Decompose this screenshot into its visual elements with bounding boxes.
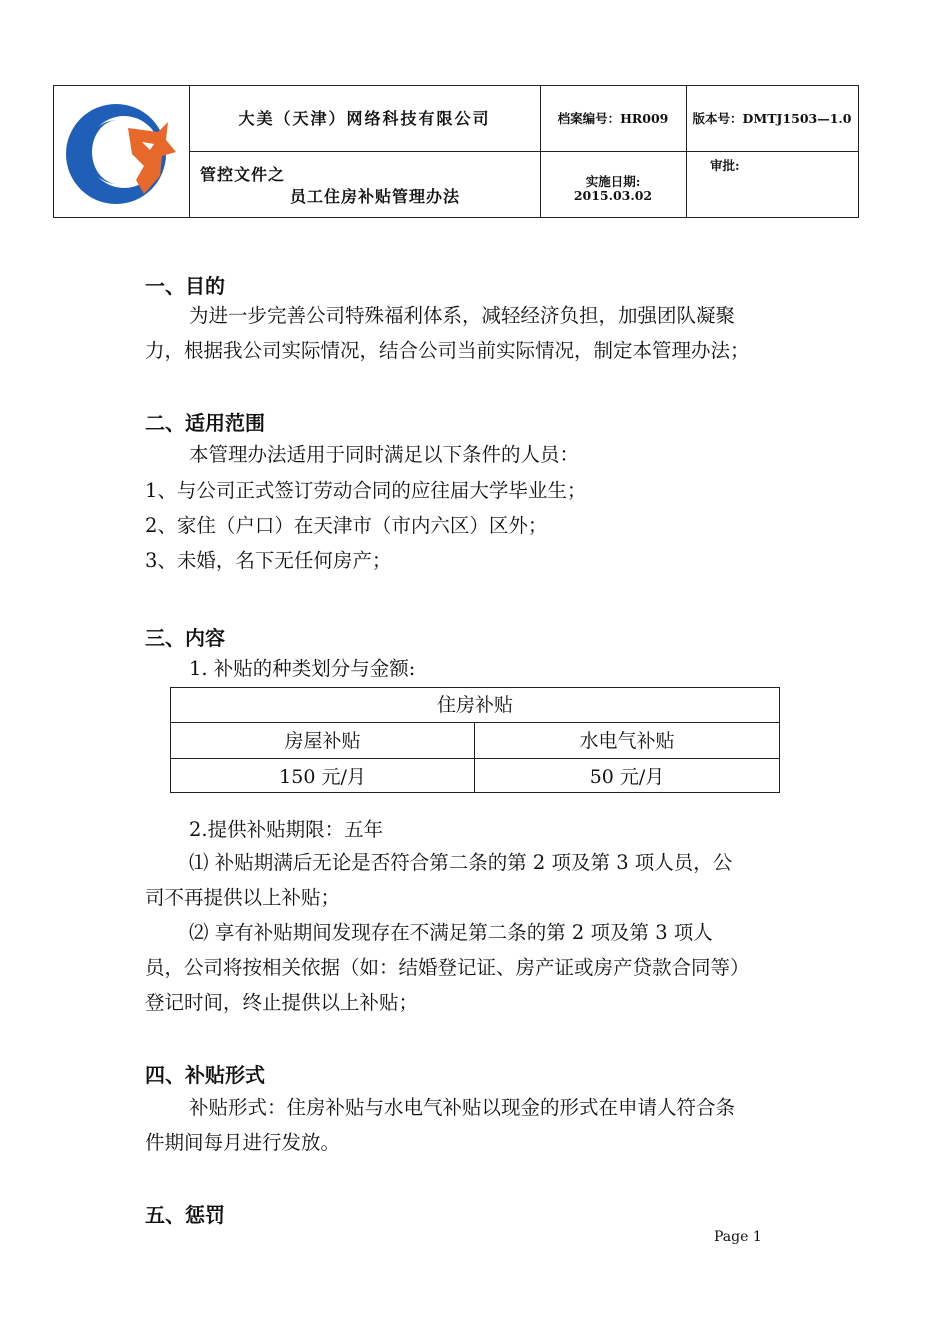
paragraph: 1. 补贴的种类划分与金额: [189,657,416,680]
doc-title: 员工住房补贴管理办法 [290,187,461,206]
company-name: 大美（天津）网络科技有限公司 [238,109,491,128]
subsidy-table [170,687,780,793]
paragraph: 为进一步完善公司特殊福利体系，减轻经济负担，加强团队凝聚 [189,304,736,327]
paragraph: 件期间每月进行发放。 [145,1131,341,1154]
section-title: 五、惩罚 [145,1203,225,1227]
approval-label: 审批: [710,158,740,173]
paragraph: 司不再提供以上补贴； [145,886,341,909]
paragraph: 力，根据我公司实际情况，结合公司当前实际情况，制定本管理办法； [145,339,750,362]
table-header-utilities: 水电气补贴 [579,730,675,752]
paragraph: 本管理办法适用于同时满足以下条件的人员： [189,443,580,466]
archive-number: 档案编号：HR009 [557,111,669,126]
paragraph: 员，公司将按相关依据（如：结婚登记证、房产证或房产贷款合同等） [145,956,750,979]
section-title: 二、适用范围 [145,411,265,435]
paragraph: 2.提供补贴期限：五年 [189,818,384,841]
section-title: 一、目的 [145,274,225,298]
section-title: 三、内容 [145,626,225,650]
table-title: 住房补贴 [436,694,513,716]
paragraph: 补贴形式：住房补贴与水电气补贴以现金的形式在申请人符合条 [189,1096,736,1119]
date-label: 实施日期: [585,174,641,189]
table-cell-house-amount: 150 元/月 [279,766,366,788]
paragraph: 登记时间，终止提供以上补贴； [145,991,419,1014]
page-number: Page 1 [714,1229,762,1245]
table-cell-utilities-amount: 50 元/月 [589,766,665,788]
list-item: 3、未婚，名下无任何房产； [145,549,392,572]
document-header [53,85,859,218]
table-header-house: 房屋补贴 [284,730,361,752]
list-item: 2、家住（户口）在天津市（市内六区）区外； [145,514,548,537]
company-logo [58,92,186,212]
section-title: 四、补贴形式 [145,1063,265,1087]
list-item: 1、与公司正式签订劳动合同的应往届大学毕业生； [145,479,587,502]
paragraph: ⑴ 补贴期满后无论是否符合第二条的第 2 项及第 3 项人员，公 [189,851,733,874]
doc-type: 管控文件之 [200,165,286,184]
date-value: 2015.03.02 [573,188,653,203]
paragraph: ⑵ 享有补贴期间发现存在不满足第二条的第 2 项及第 3 项人 [189,921,713,944]
version-number: 版本号：DMTJ1503—1.0 [692,111,852,126]
